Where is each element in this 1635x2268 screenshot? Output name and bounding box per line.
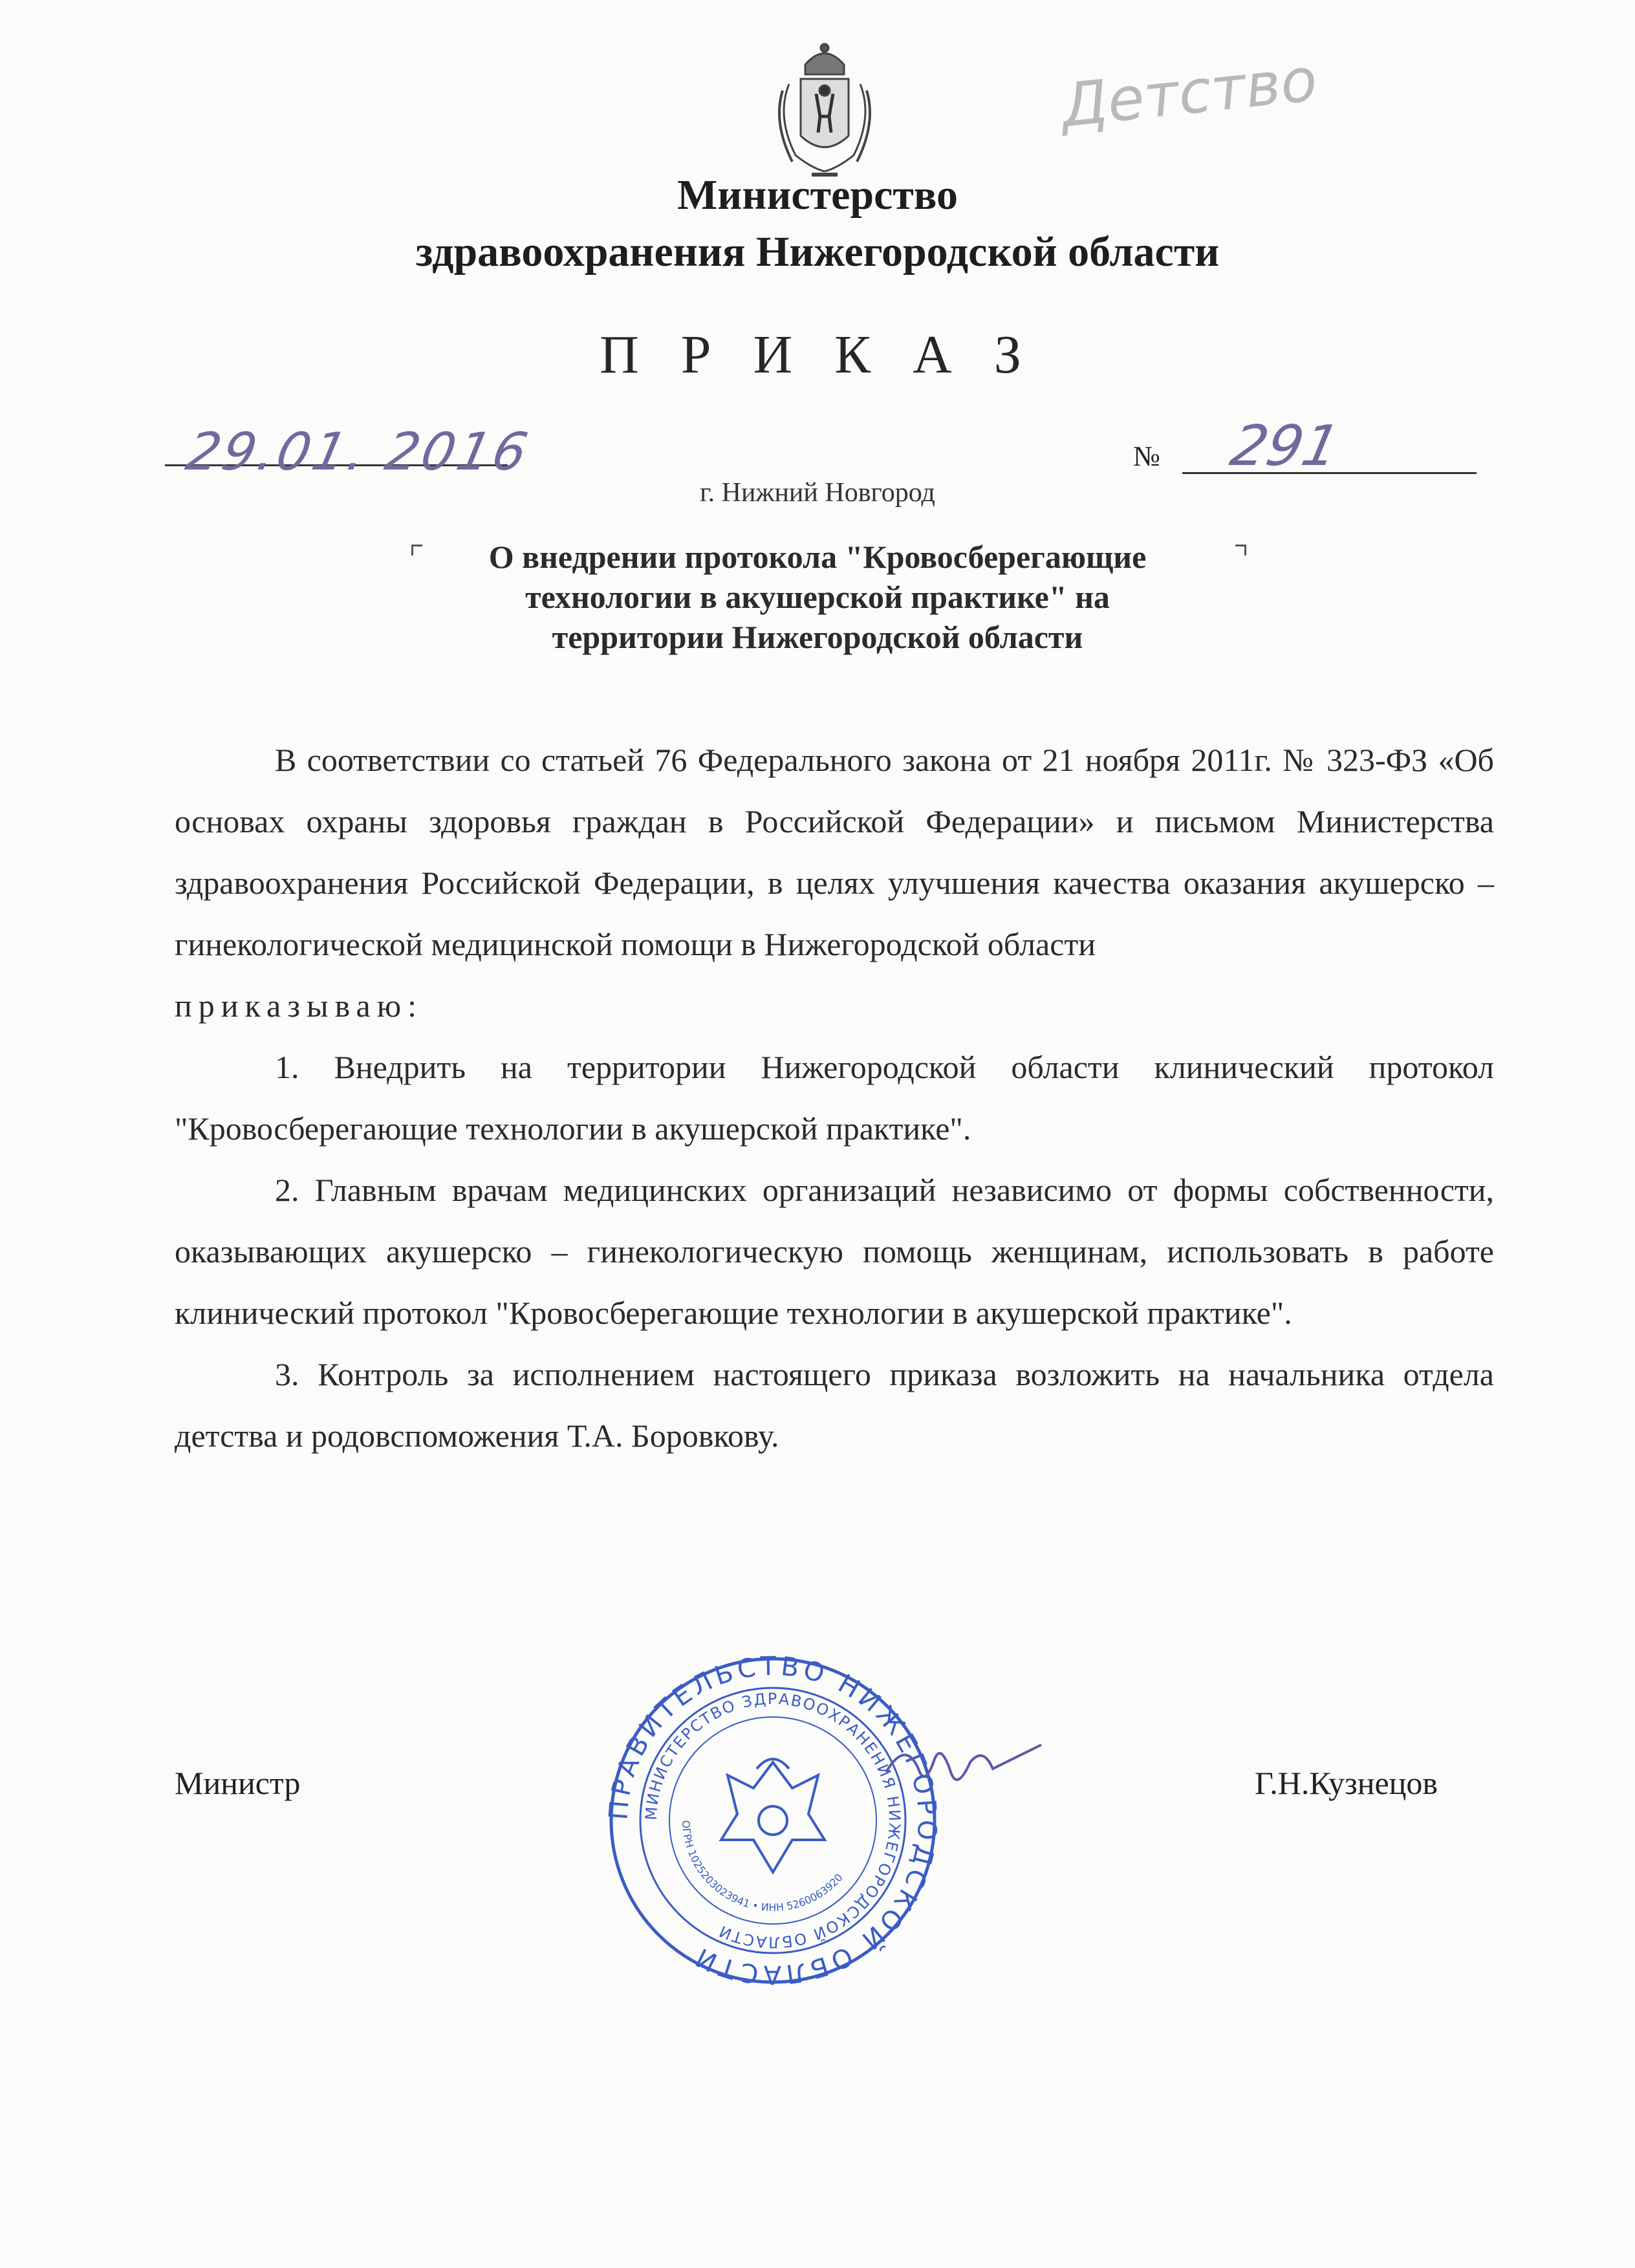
ministry-line-1: Министерство — [677, 171, 958, 219]
city-name: г. Нижний Новгород — [700, 478, 935, 508]
ministry-name — [0, 167, 1635, 281]
stamp-seal-icon — [605, 1652, 941, 1989]
subject-line-1: О внедрении протокола "Кровосберегающие — [488, 539, 1147, 575]
ministry-line-2: здравоохранения Нижегородской области — [415, 228, 1220, 275]
order-date: 29.01. 2016 — [181, 422, 536, 482]
signatory-position: Министр — [175, 1765, 301, 1801]
order-body — [175, 729, 1494, 1467]
order-item-1: 1. Внедрить на территории Нижегородской области клинический протокол "Кровосберегающие технологии в акушерской практике". — [175, 1049, 1494, 1147]
svg-text:МИНИСТЕРСТВО ЗДРАВООХРАНЕНИЯ Н: МИНИСТЕРСТВО ЗДРАВООХРАНЕНИЯ НИЖЕГОРОДСКОЙ ОБЛАСТИ — [642, 1689, 904, 1952]
subject-line-2: технологии в акушерской практике" на — [525, 579, 1110, 615]
order-subject — [0, 537, 1635, 657]
order-item-2: 2. Главным врачам медицинских организаций независимо от формы собственности, оказывающих акушерско – гинекологическую помощь женщинам, использовать в работе клинический протокол "Кровосберегающие технологии в акушерской практике". — [175, 1172, 1494, 1331]
svg-text:ПРАВИТЕЛЬСТВО НИЖЕГОРОДСКОЙ ОБ: ПРАВИТЕЛЬСТВО НИЖЕГОРОДСКОЙ ОБЛАСТИ — [605, 1652, 941, 1989]
signatory-name: Г.Н.Кузнецов — [1255, 1765, 1438, 1801]
order-item-3: 3. Контроль за исполнением настоящего приказа возложить на начальника отдела детства и родовспоможения Т.А. Боровкову. — [175, 1356, 1494, 1454]
svg-text:ОГРН 1025203023941 • ИНН 52600: ОГРН 1025203023941 • ИНН 5260063920 — [679, 1820, 845, 1914]
official-stamp — [605, 1652, 941, 1989]
order-word: приказываю: — [175, 988, 423, 1024]
handwritten-signature — [880, 1733, 1048, 1804]
subject-line-3: территории Нижегородской области — [552, 619, 1083, 655]
intro-paragraph: В соответствии со статьей 76 Федерального закона от 21 ноября 2011г. № 323-ФЗ «Об основах охраны здоровья граждан в Российской Федерации» и письмом Министерства здравоохранения Российской Федерации, в целях улучшения качества оказания акушерско – гинекологической медицинской помощи в Нижегородской области — [175, 742, 1494, 962]
document-type-title: П Р И К А З — [600, 325, 1035, 385]
marginal-note-handwritten: Детство — [1057, 45, 1321, 141]
coat-of-arms-icon — [757, 39, 893, 181]
number-sign: № — [1133, 440, 1160, 472]
order-number: 291 — [1225, 414, 1345, 479]
